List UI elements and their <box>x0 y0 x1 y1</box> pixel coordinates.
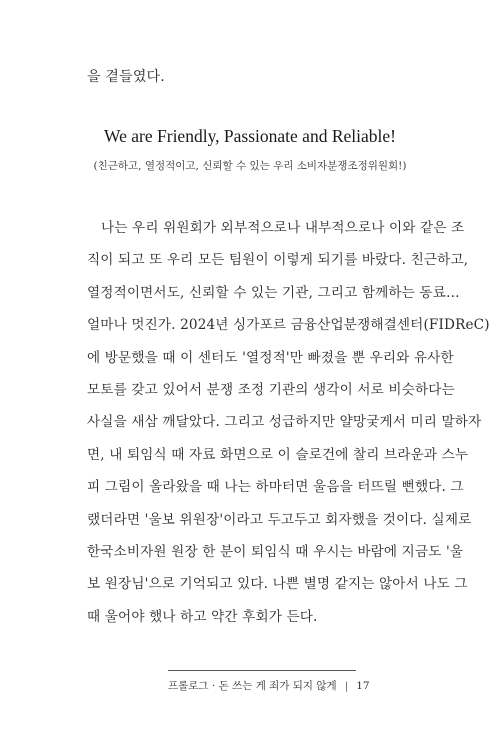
paragraph-line: 랬더라면 '울보 위원장'이라고 두고두고 회자했을 것이다. 실제로 <box>87 511 472 528</box>
paragraph-line: 나는 우리 위원회가 외부적으로나 내부적으로나 이와 같은 조 <box>101 220 465 236</box>
paragraph-line: 때 울어야 했나 하고 약간 후회가 든다. <box>87 608 318 625</box>
paragraph-line: 직이 되고 또 우리 모든 팀원이 이렇게 되기를 바랐다. 친근하고, <box>87 252 469 269</box>
paragraph-line: 보 원장님'으로 기억되고 있다. 나쁜 별명 같지는 않아서 나도 그 <box>87 576 468 593</box>
paragraph-line: 얼마나 멋진가. 2024년 싱가포르 금융산업분쟁해결센터(FIDReC) <box>87 317 490 334</box>
body-paragraph <box>87 212 490 633</box>
page-number: 17 <box>356 680 370 692</box>
paragraph-line: 모토를 갖고 있어서 분쟁 조정 기관의 생각이 서로 비슷하다는 <box>87 381 455 398</box>
paragraph-line: 열정적이면서도, 신뢰할 수 있는 기관, 그리고 함께하는 동료… <box>87 284 460 301</box>
section-title: We are Friendly, Passionate and Reliable! <box>104 126 396 146</box>
paragraph-line: 한국소비자원 원장 한 분이 퇴임식 때 우시는 바람에 지금도 '울 <box>87 543 464 560</box>
paragraph-line: 피 그림이 올라왔을 때 나는 하마터면 울음을 터뜨릴 뻔했다. 그 <box>87 479 464 496</box>
page-footer <box>168 678 368 694</box>
section-subtitle: (친근하고, 열정적이고, 신뢰할 수 있는 우리 소비자분쟁조정위원회!) <box>93 160 407 172</box>
footer-divider <box>168 670 356 671</box>
paragraph-line: 에 방문했을 때 이 센터도 '열정적'만 빠졌을 뿐 우리와 유사한 <box>87 349 454 366</box>
footer-separator: | <box>344 680 349 692</box>
running-title: 프롤로그 · 돈 쓰는 게 죄가 되지 않게 <box>168 680 337 692</box>
lead-text: 을 곁들였다. <box>87 69 165 85</box>
paragraph-line: 사실을 새삼 깨달았다. 그리고 성급하지만 얄망궂게서 미리 말하자 <box>87 414 482 431</box>
paragraph-line: 면, 내 퇴임식 때 자료 화면으로 이 슬로건에 찰리 브라운과 스누 <box>87 446 469 463</box>
